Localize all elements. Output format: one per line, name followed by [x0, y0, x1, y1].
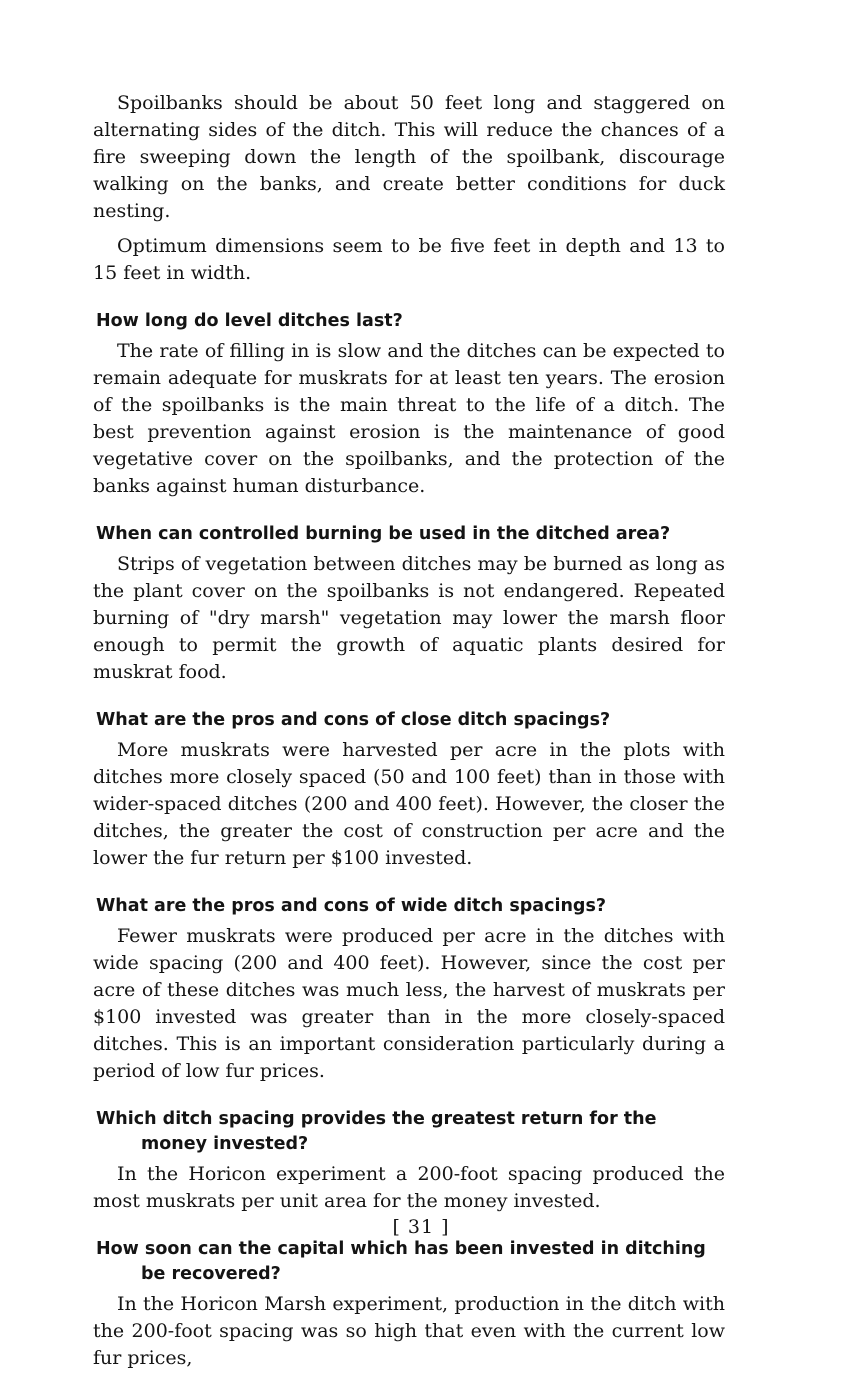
answer-paragraph-close-spacings: More muskrats were harvested per acre in the plots with ditches more closely spaced (50 and 100 feet) than in those with wider-spaced ditches (200 and 400 feet). However, the closer the ditches, the greater the cost of construction per acre and the lower the fur return per $100 invested.: [93, 739, 725, 869]
intro-paragraph-dimensions: Optimum dimensions seem to be five feet in depth and 13 to 15 feet in width.: [93, 235, 725, 284]
answer-paragraph-controlled-burning: Strips of vegetation between ditches may be burned as long as the plant cover on the spoilbanks is not endangered. Repeated burning of "dry marsh" vegetation may lower the marsh floor enough to permit the growth of aquatic plants desired for muskrat food.: [93, 553, 725, 683]
intro-paragraph-spoilbanks: Spoilbanks should be about 50 feet long and staggered on alternating sides of the ditch. This will reduce the chances of a fire sweeping down the length of the spoilbank, discourage walking on the banks, and create better conditions for duck nesting.: [93, 92, 725, 222]
question-heading-capital-recovery: How soon can the capital which has been invested in ditching be recovered?: [96, 1239, 706, 1284]
question-heading-wide-spacings: What are the pros and cons of wide ditch spacings?: [96, 896, 607, 916]
answer-paragraph-greatest-return: In the Horicon experiment a 200-foot spacing produced the most muskrats per unit area for the money invested.: [93, 1163, 725, 1212]
page-number: [ 31 ]: [392, 1216, 450, 1238]
question-heading-ditch-lifespan: How long do level ditches last?: [96, 311, 403, 331]
answer-paragraph-capital-recovery: In the Horicon Marsh experiment, production in the ditch with the 200-foot spacing was so high that even with the current low fur prices,: [93, 1293, 725, 1369]
question-heading-controlled-burning: When can controlled burning be used in the ditched area?: [96, 524, 671, 544]
answer-paragraph-ditch-lifespan: The rate of filling in is slow and the ditches can be expected to remain adequate for muskrats for at least ten years. The erosion of the spoilbanks is the main threat to the life of a ditch. The best prevention against erosion is the maintenance of good vegetative cover on the spoilbanks, and the protection of the banks against human disturbance.: [93, 340, 725, 497]
answer-paragraph-wide-spacings: Fewer muskrats were produced per acre in the ditches with wide spacing (200 and 400 feet). However, since the cost per acre of these ditches was much less, the harvest of muskrats per $100 invested was greater than in the more closely-spaced ditches. This is an important consideration particularly during a period of low fur prices.: [93, 925, 725, 1082]
question-heading-close-spacings: What are the pros and cons of close ditch spacings?: [96, 710, 611, 730]
page-body: [93, 90, 725, 1380]
question-heading-greatest-return: Which ditch spacing provides the greatest return for the money invested?: [96, 1109, 657, 1154]
